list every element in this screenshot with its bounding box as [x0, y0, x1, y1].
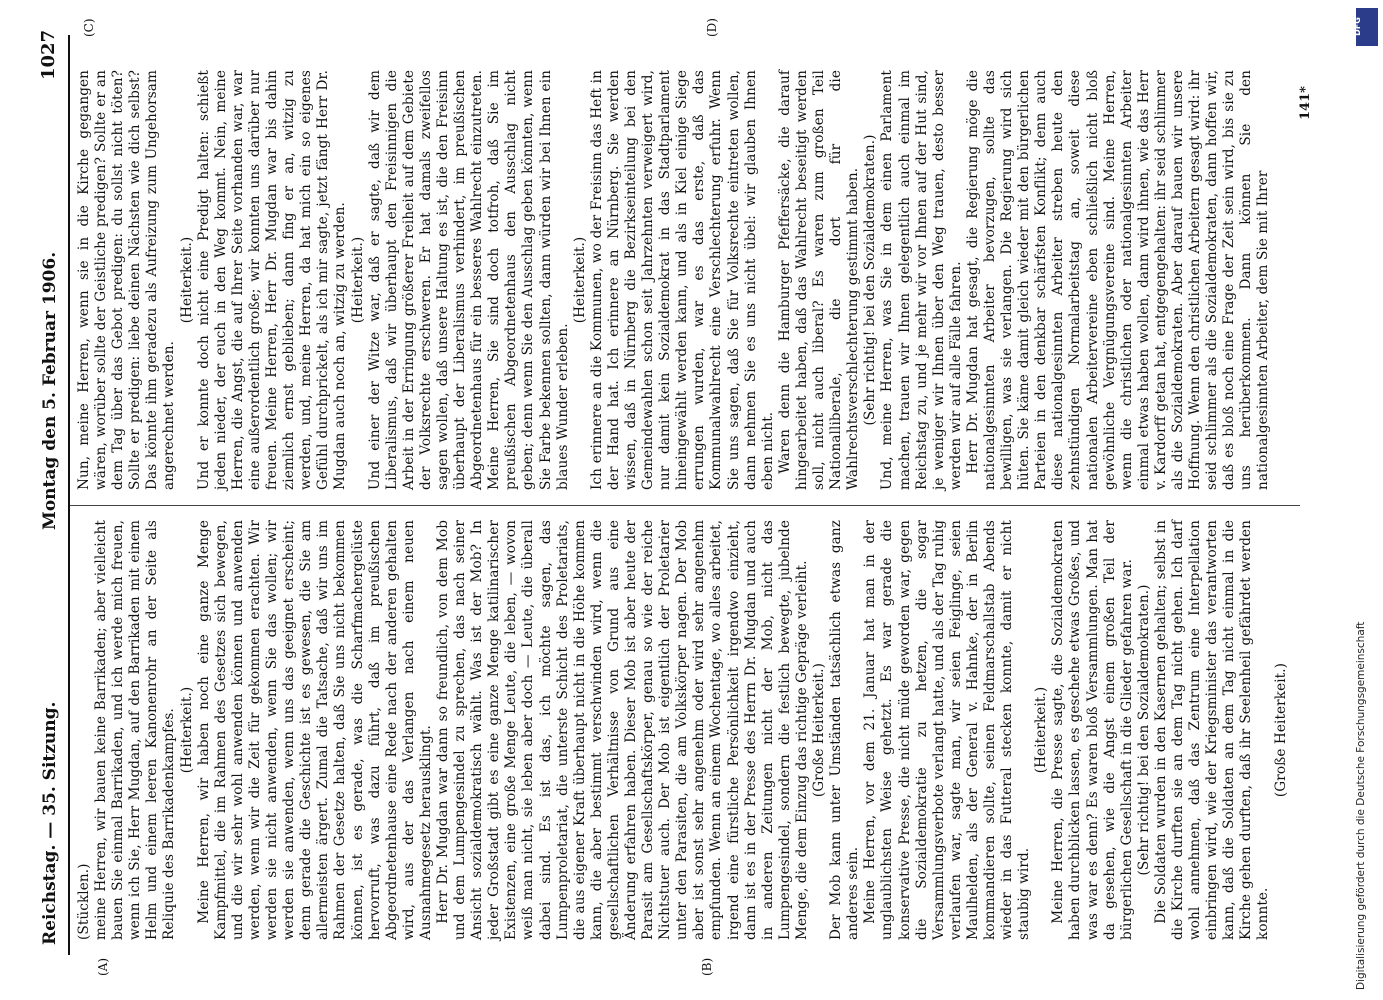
paragraph: Der Mob kann unter Umständen tatsächlich etwas ganz anderes sein.	[828, 520, 862, 940]
paragraph: Meine Herren, wir haben noch eine ganze Menge Kampfmittel, die im Rahmen des Gesetzes sich bewegen, und die wir sehr wohl anwenden können und anwenden werden, wenn wir die Zeit für gekommen erachten. Wir werden sie nicht anwenden, wenn Sie das wollen; wir werden sie anwenden, wenn uns das geeignet erscheint; denn gerade die Geschichte ist es gewesen, die Sie am allermeisten ärgert. Zumal die Tatsache, daß wir uns im Rahmen der Gesetze halten, daß Sie uns nicht bekommen können, ist es gerade, was die Scharfmachergelüste hervorruft, was dazu führt, daß im preußischen Abgeordnetenhause eine Rede nach der anderen gehalten wird, aus der das Verlangen nach einem neuen Ausnahmegesetz herausklingt.	[195, 520, 434, 940]
paragraph: Ich erinnere an die Kommunen, wo der Freisinn das Heft in der Hand hat. Ich erinnere an Nürnberg. Sie werden wissen, daß in Nürnberg die Bezirkseinteilung bei den Gemeindewahlen schon seit Jahrzehnten verweigert wird, nur damit kein Sozialdemokrat in das Stadtparlament hineingewählt werden kann, und als in Kiel einige Siege errungen wurden, war es das erste, daß das Kommunalwahlrecht eine Verschlechterung erfuhr. Wenn Sie uns sagen, daß Sie für Volksrechte eintreten wollen, dann nehmen Sie es uns nicht übel: wir glauben Ihnen eben nicht.	[588, 70, 776, 490]
paragraph: Die Soldaten wurden in den Kasernen gehalten; selbst in die Kirche durften sie an dem Tag nicht gehen. Ich darf wohl annehmen, daß das Zentrum eine Interpellation einbringen wird, wie der Kriegsminister das verantworten kann, daß die Soldaten an dem Tag nicht einmal in die Kirche gehen durften, daß ihr Seelenheil gefährdet werden konnte.	[1152, 520, 1272, 940]
paragraph: Und er konnte doch nicht eine Predigt halten: schießt jeden nieder, der euch in den Weg kommt. Nein, meine Herren, die Angst, die auf Ihrer Seite vorhanden war, war eine außerordentlich große; wir konnten uns darüber nur freuen. Meine Herren, Herr Dr. Mugdan war bis dahin ziemlich ernst geblieben; dann fing er an, witzig zu werden, und, meine Herren, da hat mich ein so eigenes Gefühl durchprickelt, als ich mir sagte, jetzt fängt Herr Dr. Mugdan auch noch an, witzig zu werden.	[195, 70, 349, 490]
paragraph: (Stücklen.)	[76, 863, 92, 940]
interjection: (Sehr richtig! bei den Sozialdemokraten.)	[862, 134, 879, 426]
interjection: (Heiterkeit.)	[178, 236, 195, 324]
interjection: (Heiterkeit.)	[349, 236, 366, 324]
interjection: (Sehr richtig! bei den Sozialdemokraten.)	[1135, 584, 1152, 876]
interjection: (Große Heiterkeit.)	[1272, 662, 1289, 798]
interjection: (Große Heiterkeit.)	[811, 662, 828, 798]
paragraph: Meine Herren, die Presse sagte, die Sozialdemokraten haben durchblicken lassen, es geschehe etwas Großes, und was war es denn? Es waren bloß Versammlungen. Man hat da gesehen, wie die Angst einem großen Teil der bürgerlichen Gesellschaft in die Glieder gefahren war.	[1050, 520, 1135, 940]
paragraph: meine Herren, wir bauen keine Barrikaden; aber vielleicht bauen Sie einmal Barrikaden, und ich werde mich freuen, wenn ich Sie, Herr Mugdan, auf den Barrikaden mit einem Helm und einem leeren Kanonenrohr an der Seite als Reliquie des Barrikadenkampfes.	[93, 520, 178, 940]
paragraph: Meine Herren, vor dem 21. Januar hat man in der unglaublichsten Weise gehetzt. Es war gerade die konservative Presse, die nicht müde geworden war, gegen die Sozialdemokratie zu hetzen, die sogar Versammlungsverbote verlangt hatte, und als der Tag ruhig verlaufen war, sagte man, wir seien Feiglinge, seien Maulhelden, als der General v. Hahnke, der in Berlin kommandieren sollte, seinen Feldmarschallstab Abends wieder in das Futteral stecken konnte, damit er nicht staubig wird.	[862, 520, 1033, 940]
margin-marker-b: (B)	[700, 957, 714, 976]
paragraph: Nun, meine Herren, wenn sie in die Kirche gegangen wären, worüber sollte der Geistliche predigen? Sollte er an dem Tag über das Gebot predigen: du sollst nicht töten? Sollte er predigen: liebe deinen Nächsten wie dich selbst? Das könnte ihm geradezu als Aufreizung zum Ungehorsam angerechnet werden.	[76, 70, 178, 490]
paragraph: Herr Dr. Mugdan war dann so freundlich, von dem Mob und dem Lumpengesindel zu sprechen, das nach seiner Ansicht sozialdemokratisch wählt. Was ist der Mob? In jeder Großstadt gibt es eine ganze Menge katilinarischer Existenzen, eine große Menge Leute, die leben, — wovon weiß man nicht, sie leben aber doch — Leute, die überall dabei sind. Es ist das, ich möchte sagen, das Lumpenproletariat, die unterste Schicht des Proletariats, die aus eigener Kraft überhaupt nicht in die Höhe kommen kann, die aber bestimmt verschwinden wird, wenn die gesellschaftlichen Verhältnisse von Grund aus eine Änderung erfahren haben. Dieser Mob ist aber heute der Parasit am Gesellschaftskörper, genau so wie der reiche Nichtstuer auch. Der Mob ist eigentlich der Proletarier unter den Parasiten, die am Volkskörper nagen. Der Mob aber ist sonst sehr angenehm oder wird sehr angenehm empfunden. Wenn an einem Wochentage, wo alles arbeitet, irgend eine fürstliche Persönlichkeit irgendwo einzieht, dann ist es in der Presse des Herrn Dr. Mugdan und auch in anderen Zeitungen nicht der Mob, nicht das Lumpengesindel, sondern die festlich bewegte, jubelnde Menge, die dem Einzug das richtige Gepräge verleiht.	[434, 520, 810, 940]
paragraph: Und, meine Herren, was Sie in dem einen Parlament machen, trauen wir Ihnen gelegentlich auch einmal im Reichstag zu, und je mehr wir vor Ihnen auf der Hut sind, je weniger wir Ihnen über den Weg trauen, desto besser werden wir auf alle Fälle fahren.	[879, 70, 964, 490]
interjection: (Heiterkeit.)	[178, 686, 195, 774]
paragraph: Und einer der Witze war, daß er sagte, daß wir dem Liberalismus, daß wir überhaupt den Freisinnigen die Arbeit in der Erringung größerer Freiheit auf dem Gebiete der Volksrechte erschweren. Er hat damals zweifellos sagen wollen, daß unsere Haltung es ist, die den Freisinn überhaupt der Liberalismus verhindert, im preußischen Abgeordnetenhaus für ein besseres Wahlrecht einzutreten. Meine Herren, Sie sind doch totfroh, daß Sie im preußischen Abgeordnetenhaus den Ausschlag nicht geben; denn wenn Sie den Ausschlag geben könnten, wenn Sie Farbe bekennen sollten, dann würden wir bei Ihnen ein blaues Wunder erleben.	[366, 70, 571, 490]
header-chamber-session: Reichstag. — 35. Sitzung.	[40, 701, 60, 945]
interjection: (Heiterkeit.)	[1033, 686, 1050, 774]
margin-marker-a: (A)	[96, 957, 110, 976]
dfg-funding-notice: Digitalisierung gefördert durch die Deutsche Forschungsgemeinschaft	[1355, 621, 1367, 990]
printer-signature: 141*	[1298, 86, 1313, 120]
right-column	[76, 70, 1273, 490]
paragraph: Waren denn die Hamburger Pfeffersäcke, die darauf hingearbeitet haben, daß das Wahlrecht beseitigt werden soll, nicht auch liberal? Es waren zum großen Teil Nationalliberale, die dort für die Wahlrechtsverschlechterung gestimmt haben.	[776, 70, 862, 490]
paragraph: Herr Dr. Mugdan hat gesagt, die Regierung möge die nationalgesinnten Arbeiter bevorzugen, sollte das bewilligen, was sie verlangen. Die Regierung wird sich hüten. Sie käme damit gleich wieder mit den bürgerlichen Parteien in den denkbar schärfsten Konflikt; denn auch diese nationalgesinnten Arbeiter streben heute den zehnstündigen Normalarbeitstag an, soweit diese nationalen Arbeitervereine eben schließlich nicht bloß gewöhnliche Vergnügungsvereine sind. Meine Herren, wenn die christlichen oder nationalgesinnten Arbeiter einmal etwas haben wollen, dann wird ihnen, wie das Herr v. Kardorff getan hat, entgegengehalten: ihr seid schlimmer als die Sozialdemokraten. Aber darauf bauen wir unsere Hoffnung. Wenn den christlichen Arbeitern gesagt wird: ihr seid schlimmer als die Sozialdemokraten, dann hoffen wir, daß es bloß noch eine Frage der Zeit sein wird, bis sie zu uns herüberkommen. Dann können Sie den nationalgesinnten Arbeiter, dem Sie mit Ihrer	[964, 70, 1272, 490]
header-date: Montag den 5. Februar 1906.	[40, 251, 60, 530]
page-number: 1027	[38, 29, 59, 80]
column-divider	[70, 505, 1300, 506]
margin-marker-d: (D)	[705, 18, 719, 37]
dfg-logo-text: DFG	[1352, 17, 1362, 36]
dfg-logo	[1352, 8, 1378, 46]
margin-marker-c: (C)	[82, 18, 96, 37]
interjection: (Heiterkeit.)	[571, 236, 588, 324]
left-column	[76, 520, 1290, 940]
header-divider	[68, 35, 70, 955]
